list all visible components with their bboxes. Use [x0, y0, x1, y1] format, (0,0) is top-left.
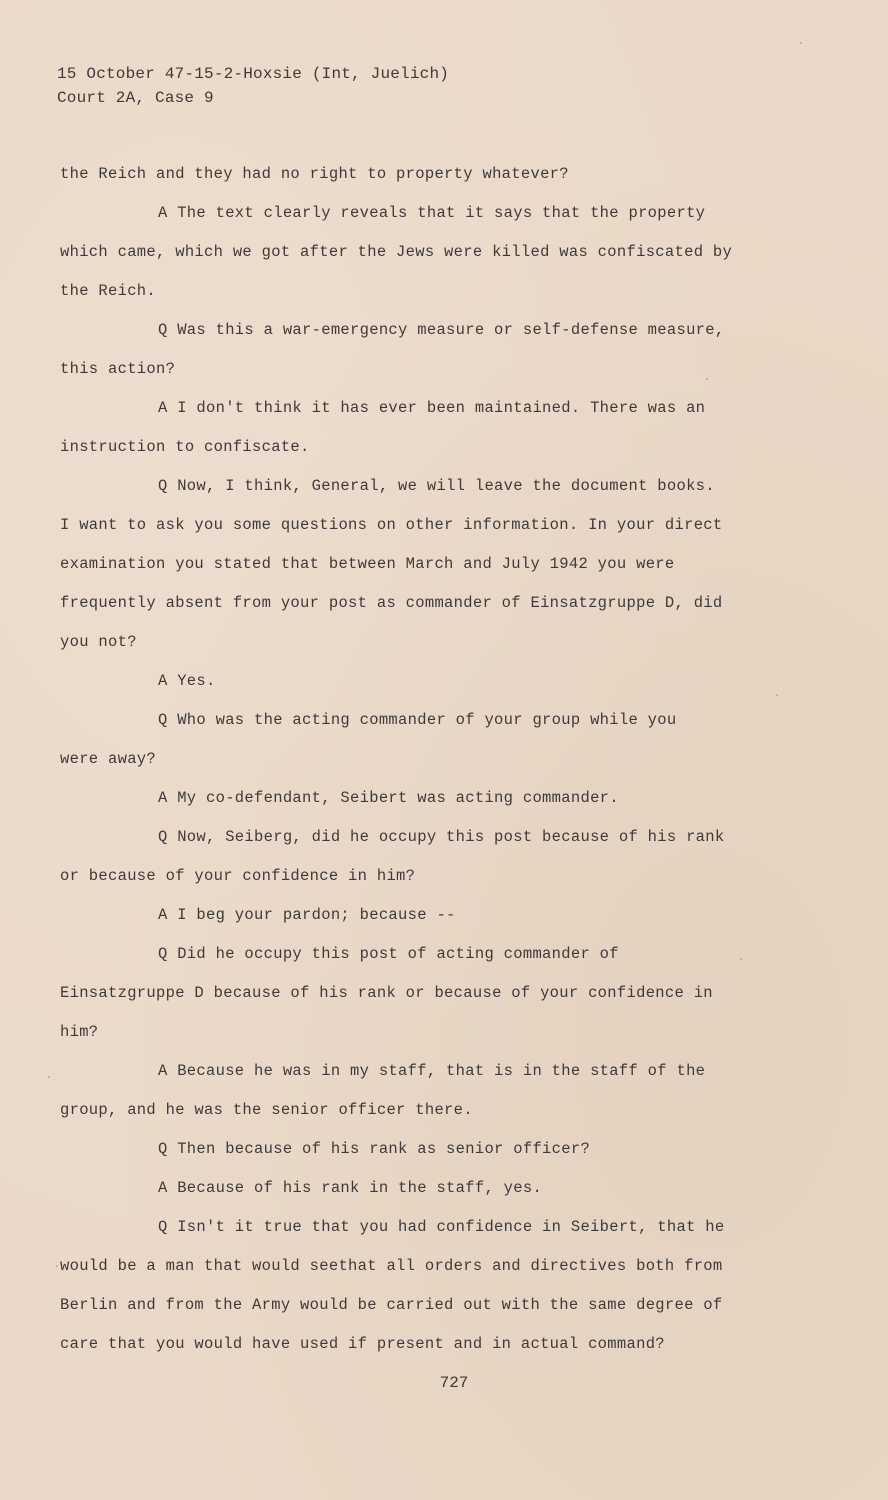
- transcript-line: group, and he was the senior officer there.: [60, 1101, 473, 1119]
- paper-speck: [740, 958, 742, 960]
- transcript-line: Q Who was the acting commander of your group while you: [158, 711, 677, 729]
- transcript-line: this action?: [60, 360, 176, 378]
- transcript-line: A I don't think it has ever been maintained. There was an: [158, 399, 706, 417]
- transcript-line: you not?: [60, 633, 137, 651]
- transcript-line: the Reich.: [60, 282, 157, 300]
- header-line-2: Court 2A, Case 9: [57, 89, 214, 107]
- transcript-body: [60, 160, 760, 1369]
- transcript-line: Q Was this a war-emergency measure or self-defense measure,: [158, 321, 725, 339]
- transcript-line: A I beg your pardon; because --: [158, 906, 456, 924]
- transcript-line: A Because of his rank in the staff, yes.: [158, 1179, 543, 1197]
- paper-speck: [48, 1076, 50, 1078]
- transcript-line: Q Then because of his rank as senior officer?: [158, 1140, 591, 1158]
- transcript-line: him?: [60, 1023, 99, 1041]
- transcript-line: would be a man that would seethat all orders and directives both from: [60, 1257, 723, 1275]
- transcript-line: were away?: [60, 750, 157, 768]
- transcript-line: or because of your confidence in him?: [60, 867, 416, 885]
- transcript-line: the Reich and they had no right to property whatever?: [60, 165, 569, 183]
- transcript-line: Q Now, Seiberg, did he occupy this post because of his rank: [158, 828, 725, 846]
- page-number: 727: [439, 1374, 469, 1392]
- transcript-line: care that you would have used if present and in actual command?: [60, 1335, 665, 1353]
- document-header: [57, 62, 449, 110]
- transcript-line: Q Did he occupy this post of acting commander of: [158, 945, 619, 963]
- transcript-line: I want to ask you some questions on other information. In your direct: [60, 516, 723, 534]
- transcript-line: A My co-defendant, Seibert was acting commander.: [158, 789, 619, 807]
- transcript-line: Einsatzgruppe D because of his rank or because of your confidence in: [60, 984, 713, 1002]
- transcript-line: Berlin and from the Army would be carried out with the same degree of: [60, 1296, 723, 1314]
- transcript-line: which came, which we got after the Jews were killed was confiscated by: [60, 243, 733, 261]
- transcript-line: examination you stated that between March and July 1942 you were: [60, 555, 675, 573]
- paper-speck: [706, 378, 708, 380]
- paper-speck: [800, 42, 802, 44]
- paper-speck: [776, 694, 778, 696]
- transcript-line: Q Now, I think, General, we will leave the document books.: [158, 477, 715, 495]
- transcript-line: frequently absent from your post as commander of Einsatzgruppe D, did: [60, 594, 723, 612]
- transcript-line: A Because he was in my staff, that is in the staff of the: [158, 1062, 706, 1080]
- transcript-line: instruction to confiscate.: [60, 438, 310, 456]
- transcript-line: Q Isn't it true that you had confidence in Seibert, that he: [158, 1218, 725, 1236]
- transcript-line: A Yes.: [158, 672, 216, 690]
- paper-speck: [56, 1265, 58, 1267]
- transcript-line: A The text clearly reveals that it says that the property: [158, 204, 706, 222]
- header-line-1: 15 October 47-15-2-Hoxsie (Int, Juelich): [57, 65, 450, 83]
